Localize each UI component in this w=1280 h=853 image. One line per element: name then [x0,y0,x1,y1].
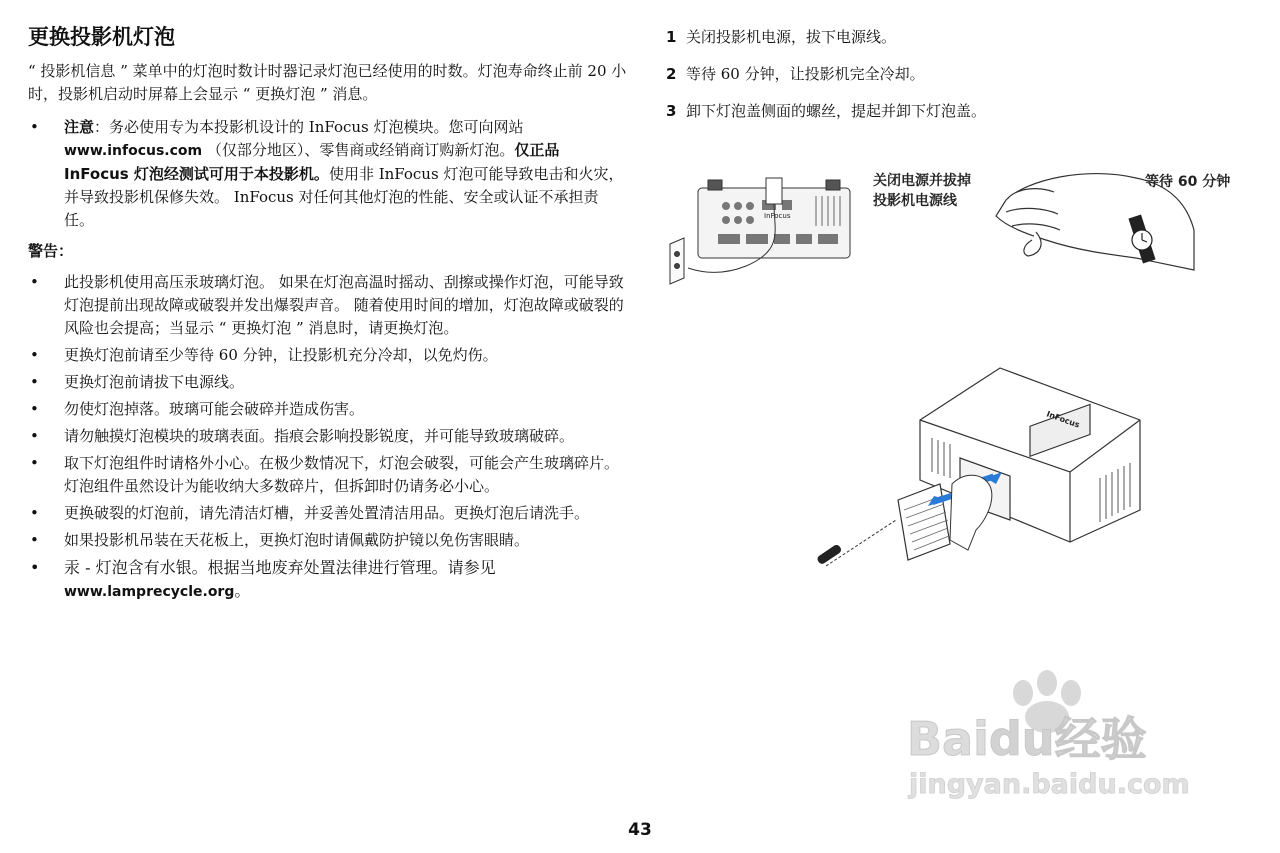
mercury-end: 。 [234,581,251,600]
warning-item [28,398,628,421]
lamprecycle-link[interactable]: www.lamprecycle.org [64,584,235,600]
warning-text: 取下灯泡组件时请格外小心。在极少数情况下，灯泡会破裂，可能会产生玻璃碎片。灯泡组件虽然设计为能收纳大多数碎片，但拆卸时仍请务必小心。 [64,454,620,495]
warning-item [28,452,628,498]
step-text: 等待 60 分钟，让投影机完全冷却。 [686,65,925,83]
bullet: • [30,504,39,522]
intro-paragraph: “ 投影机信息 ” 菜单中的灯泡时数计时器记录灯泡已经使用的时数。灯泡寿命终止前 20 小时，投影机启动时屏幕上会显示 “ 更换灯泡 ” 消息。 [28,62,627,103]
warning-text: 此投影机使用高压汞玻璃灯泡。 如果在灯泡高温时摇动、刮擦或操作灯泡，可能导致灯泡提前出现故障或破裂并发出爆裂声音。 随着使用时间的增加，灯泡故障或破裂的风险也会提高；当显示 “ 更换灯泡 ” 消息时，请更换灯泡。 [64,273,624,337]
page-title: 更换投影机灯泡 [28,25,175,49]
step-text: 关闭投影机电源，拔下电源线。 [686,28,897,46]
bullet: • [30,346,39,364]
warning-item [28,371,628,394]
bullet: • [30,400,39,418]
step-2 [666,63,1246,86]
warning-list [28,271,628,604]
step-text: 卸下灯泡盖侧面的螺丝，提起并卸下灯泡盖。 [686,102,987,120]
note-item [28,116,628,232]
bullet: • [30,118,39,136]
projector-brand-label-1: InFocus [764,212,791,220]
note-list [28,116,628,232]
wall-outlet [670,238,684,284]
baidu-jingyan-watermark [905,665,1215,805]
infocus-link[interactable]: www.infocus.com [64,143,203,159]
warning-text: 请勿触摸灯泡模块的玻璃表面。指痕会影响投影锐度，并可能导致玻璃破碎。 [64,427,575,445]
left-column [28,22,628,608]
watermark-brand: Baidu经验 [907,712,1147,766]
bullet: • [30,373,39,391]
power-off-caption-line-2: 投影机电源线 [873,193,957,209]
mercury-text: 汞 - 灯泡含有水银。根据当地废弃处置法律进行管理。请参见 [64,558,496,577]
note-bold-text: 仅正品 InFocus 灯泡经测试可用于本投影机。 [64,141,560,183]
warning-text: 更换灯泡前请拔下电源线。 [64,373,245,391]
wait-caption: 等待 60 分钟 [1145,174,1231,190]
warning-item [28,271,628,340]
warning-text: 勿使灯泡掉落。玻璃可能会破碎并造成伤害。 [64,400,365,418]
bullet: • [30,558,40,577]
watermark-url: jingyan.baidu.com [909,769,1190,800]
warning-text: 更换灯泡前请至少等待 60 分钟，让投影机充分冷却，以免灼伤。 [64,346,498,364]
page-number: 43 [628,820,652,840]
note-text-2: （仅部分地区）、零售商或经销商订购新灯泡。 [202,141,515,159]
bullet: • [30,427,39,445]
note-text-1: ：务必使用专为本投影机设计的 InFocus 灯泡模块。您可向网站 [94,118,524,136]
warning-item [28,425,628,448]
warning-text: 更换破裂的灯泡前，请先清洁灯槽，并妥善处置清洁用品。更换灯泡后请洗手。 [64,504,590,522]
note-label: 注意 [64,118,95,136]
warning-heading: 警告： [28,242,74,260]
bullet: • [30,454,39,472]
projector-back-panel [688,178,850,272]
warning-item [28,529,628,552]
power-off-caption-line-1: 关闭电源并拔掉 [873,173,971,189]
step-number: 3 [666,102,677,120]
lamp-cover [898,484,950,560]
step-1 [666,26,1246,49]
hand-holding-cover [950,475,992,550]
bullet: • [30,531,39,549]
bullet: • [30,273,39,291]
mercury-item [28,556,628,604]
steps-column [666,26,1246,137]
lamp-cover-removal-illustration [800,360,1180,590]
step-number: 1 [666,28,677,46]
power-off-caption [873,171,971,211]
warning-text: 如果投影机吊装在天花板上，更换灯泡时请佩戴防护镜以免伤害眼睛。 [64,531,530,549]
step-number: 2 [666,65,677,83]
projector-brand-label-2: InFocus [1045,409,1081,430]
screwdriver-icon [816,520,896,566]
step-3 [666,100,1246,123]
note-text-3: 使用非 InFocus 灯泡可能导致电击和火灾，并导致投影机保修失效。 InFocus 对任何其他灯泡的性能、安全或认证不承担责任。 [64,165,624,229]
warning-item [28,344,628,367]
warning-item [28,502,628,525]
